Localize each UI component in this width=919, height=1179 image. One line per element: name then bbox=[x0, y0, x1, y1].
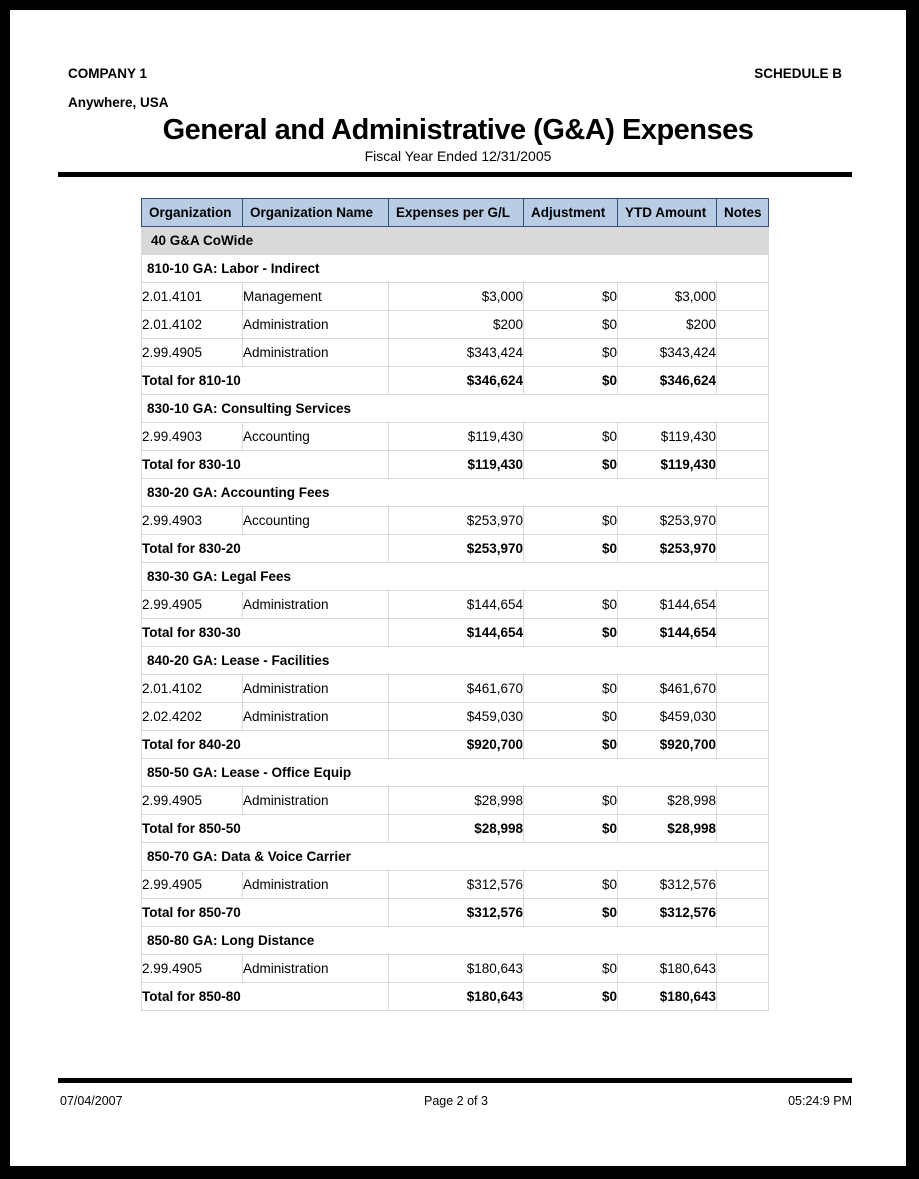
total-row bbox=[142, 451, 769, 479]
org-name-cell: Administration bbox=[243, 311, 389, 339]
org-code-cell: 2.99.4903 bbox=[142, 423, 243, 451]
total-adjustment-cell: $0 bbox=[524, 367, 618, 395]
total-label-cell: Total for 810-10 bbox=[142, 367, 389, 395]
expenses-table-header bbox=[142, 199, 769, 227]
notes-cell bbox=[717, 731, 769, 759]
total-expenses-cell: $144,654 bbox=[389, 619, 524, 647]
expense-row bbox=[142, 507, 769, 535]
total-adjustment-cell: $0 bbox=[524, 983, 618, 1011]
total-row bbox=[142, 983, 769, 1011]
total-label-cell: Total for 850-50 bbox=[142, 815, 389, 843]
total-label-cell: Total for 830-30 bbox=[142, 619, 389, 647]
notes-cell bbox=[717, 815, 769, 843]
total-row bbox=[142, 899, 769, 927]
total-expenses-cell: $253,970 bbox=[389, 535, 524, 563]
notes-cell bbox=[717, 423, 769, 451]
total-expenses-cell: $119,430 bbox=[389, 451, 524, 479]
expense-row bbox=[142, 311, 769, 339]
expense-row bbox=[142, 787, 769, 815]
notes-cell bbox=[717, 955, 769, 983]
ytd-cell: $28,998 bbox=[618, 787, 717, 815]
total-adjustment-cell: $0 bbox=[524, 619, 618, 647]
total-label-cell: Total for 840-20 bbox=[142, 731, 389, 759]
section-header-row bbox=[142, 843, 769, 871]
ytd-cell: $343,424 bbox=[618, 339, 717, 367]
total-adjustment-cell: $0 bbox=[524, 899, 618, 927]
section-heading: 850-70 GA: Data & Voice Carrier bbox=[142, 843, 769, 871]
org-code-cell: 2.01.4102 bbox=[142, 311, 243, 339]
org-code-cell: 2.99.4905 bbox=[142, 339, 243, 367]
org-code-cell: 2.99.4905 bbox=[142, 955, 243, 983]
expenses-cell: $180,643 bbox=[389, 955, 524, 983]
org-code-cell: 2.99.4905 bbox=[142, 871, 243, 899]
total-expenses-cell: $346,624 bbox=[389, 367, 524, 395]
total-adjustment-cell: $0 bbox=[524, 731, 618, 759]
expenses-cell: $253,970 bbox=[389, 507, 524, 535]
notes-cell bbox=[717, 871, 769, 899]
total-ytd-cell: $312,576 bbox=[618, 899, 717, 927]
section-heading: 830-30 GA: Legal Fees bbox=[142, 563, 769, 591]
total-row bbox=[142, 815, 769, 843]
total-adjustment-cell: $0 bbox=[524, 535, 618, 563]
total-expenses-cell: $312,576 bbox=[389, 899, 524, 927]
org-group-label: 40 G&A CoWide bbox=[142, 227, 769, 255]
expenses-cell: $461,670 bbox=[389, 675, 524, 703]
notes-cell bbox=[717, 787, 769, 815]
notes-cell bbox=[717, 591, 769, 619]
total-row bbox=[142, 619, 769, 647]
total-ytd-cell: $180,643 bbox=[618, 983, 717, 1011]
report-title: General and Administrative (G&A) Expenses bbox=[162, 114, 754, 146]
adjustment-cell: $0 bbox=[524, 787, 618, 815]
total-ytd-cell: $28,998 bbox=[618, 815, 717, 843]
org-name-cell: Administration bbox=[243, 591, 389, 619]
footer-rule bbox=[58, 1078, 852, 1083]
adjustment-cell: $0 bbox=[524, 339, 618, 367]
adjustment-cell: $0 bbox=[524, 507, 618, 535]
header-rule bbox=[58, 172, 852, 177]
expenses-cell: $343,424 bbox=[389, 339, 524, 367]
notes-cell bbox=[717, 675, 769, 703]
ytd-cell: $459,030 bbox=[618, 703, 717, 731]
expense-row bbox=[142, 871, 769, 899]
expense-row bbox=[142, 283, 769, 311]
column-header-row bbox=[142, 199, 769, 227]
notes-cell bbox=[717, 507, 769, 535]
total-label-cell: Total for 830-10 bbox=[142, 451, 389, 479]
org-code-cell: 2.01.4102 bbox=[142, 675, 243, 703]
ytd-cell: $3,000 bbox=[618, 283, 717, 311]
expense-row bbox=[142, 591, 769, 619]
column-header-expenses-per-g-l: Expenses per G/L bbox=[389, 199, 524, 227]
ytd-cell: $119,430 bbox=[618, 423, 717, 451]
adjustment-cell: $0 bbox=[524, 591, 618, 619]
section-header-row bbox=[142, 563, 769, 591]
section-heading: 840-20 GA: Lease - Facilities bbox=[142, 647, 769, 675]
org-name-cell: Administration bbox=[243, 339, 389, 367]
adjustment-cell: $0 bbox=[524, 283, 618, 311]
org-code-cell: 2.99.4903 bbox=[142, 507, 243, 535]
expense-row bbox=[142, 423, 769, 451]
org-name-cell: Administration bbox=[243, 675, 389, 703]
total-expenses-cell: $180,643 bbox=[389, 983, 524, 1011]
org-code-cell: 2.99.4905 bbox=[142, 591, 243, 619]
section-heading: 830-10 GA: Consulting Services bbox=[142, 395, 769, 423]
section-header-row bbox=[142, 479, 769, 507]
org-name-cell: Accounting bbox=[243, 423, 389, 451]
notes-cell bbox=[717, 899, 769, 927]
org-name-cell: Administration bbox=[243, 871, 389, 899]
adjustment-cell: $0 bbox=[524, 955, 618, 983]
org-code-cell: 2.01.4101 bbox=[142, 283, 243, 311]
expenses-cell: $28,998 bbox=[389, 787, 524, 815]
column-header-adjustment: Adjustment bbox=[524, 199, 618, 227]
page-footer bbox=[60, 1094, 852, 1108]
expenses-cell: $3,000 bbox=[389, 283, 524, 311]
adjustment-cell: $0 bbox=[524, 703, 618, 731]
expenses-cell: $459,030 bbox=[389, 703, 524, 731]
org-name-cell: Accounting bbox=[243, 507, 389, 535]
expense-row bbox=[142, 703, 769, 731]
expenses-table bbox=[141, 198, 769, 1011]
notes-cell bbox=[717, 535, 769, 563]
section-header-row bbox=[142, 759, 769, 787]
notes-cell bbox=[717, 283, 769, 311]
report-subtitle: Fiscal Year Ended 12/31/2005 bbox=[364, 148, 552, 164]
schedule-label: SCHEDULE B bbox=[754, 66, 842, 81]
total-row bbox=[142, 731, 769, 759]
company-name: COMPANY 1 bbox=[68, 66, 148, 81]
notes-cell bbox=[717, 703, 769, 731]
org-code-cell: 2.99.4905 bbox=[142, 787, 243, 815]
total-ytd-cell: $119,430 bbox=[618, 451, 717, 479]
total-ytd-cell: $346,624 bbox=[618, 367, 717, 395]
expense-row bbox=[142, 675, 769, 703]
notes-cell bbox=[717, 311, 769, 339]
ytd-cell: $461,670 bbox=[618, 675, 717, 703]
org-code-cell: 2.02.4202 bbox=[142, 703, 243, 731]
ytd-cell: $200 bbox=[618, 311, 717, 339]
ytd-cell: $180,643 bbox=[618, 955, 717, 983]
notes-cell bbox=[717, 339, 769, 367]
total-ytd-cell: $144,654 bbox=[618, 619, 717, 647]
total-adjustment-cell: $0 bbox=[524, 815, 618, 843]
adjustment-cell: $0 bbox=[524, 311, 618, 339]
adjustment-cell: $0 bbox=[524, 871, 618, 899]
column-header-organization-name: Organization Name bbox=[243, 199, 389, 227]
expenses-cell: $200 bbox=[389, 311, 524, 339]
company-location: Anywhere, USA bbox=[68, 95, 169, 110]
footer-time: 05:24:9 PM bbox=[788, 1094, 852, 1108]
report-page bbox=[10, 10, 906, 1166]
column-header-notes: Notes bbox=[717, 199, 769, 227]
total-expenses-cell: $28,998 bbox=[389, 815, 524, 843]
total-expenses-cell: $920,700 bbox=[389, 731, 524, 759]
total-label-cell: Total for 830-20 bbox=[142, 535, 389, 563]
section-header-row bbox=[142, 395, 769, 423]
expense-row bbox=[142, 955, 769, 983]
total-ytd-cell: $920,700 bbox=[618, 731, 717, 759]
section-heading: 850-50 GA: Lease - Office Equip bbox=[142, 759, 769, 787]
total-ytd-cell: $253,970 bbox=[618, 535, 717, 563]
section-heading: 830-20 GA: Accounting Fees bbox=[142, 479, 769, 507]
adjustment-cell: $0 bbox=[524, 675, 618, 703]
org-name-cell: Administration bbox=[243, 787, 389, 815]
expenses-table-body bbox=[142, 227, 769, 1011]
total-label-cell: Total for 850-70 bbox=[142, 899, 389, 927]
expense-row bbox=[142, 339, 769, 367]
ytd-cell: $253,970 bbox=[618, 507, 717, 535]
expenses-cell: $119,430 bbox=[389, 423, 524, 451]
section-header-row bbox=[142, 927, 769, 955]
letterhead bbox=[68, 66, 842, 81]
ytd-cell: $312,576 bbox=[618, 871, 717, 899]
footer-date: 07/04/2007 bbox=[60, 1094, 123, 1108]
section-heading: 850-80 GA: Long Distance bbox=[142, 927, 769, 955]
notes-cell bbox=[717, 367, 769, 395]
notes-cell bbox=[717, 619, 769, 647]
adjustment-cell: $0 bbox=[524, 423, 618, 451]
column-header-organization: Organization bbox=[142, 199, 243, 227]
total-label-cell: Total for 850-80 bbox=[142, 983, 389, 1011]
org-name-cell: Administration bbox=[243, 955, 389, 983]
section-header-row bbox=[142, 255, 769, 283]
org-name-cell: Administration bbox=[243, 703, 389, 731]
total-row bbox=[142, 367, 769, 395]
expenses-cell: $144,654 bbox=[389, 591, 524, 619]
org-name-cell: Management bbox=[243, 283, 389, 311]
column-header-ytd-amount: YTD Amount bbox=[618, 199, 717, 227]
footer-page-number: Page 2 of 3 bbox=[424, 1094, 488, 1108]
total-adjustment-cell: $0 bbox=[524, 451, 618, 479]
expenses-cell: $312,576 bbox=[389, 871, 524, 899]
section-heading: 810-10 GA: Labor - Indirect bbox=[142, 255, 769, 283]
notes-cell bbox=[717, 983, 769, 1011]
section-header-row bbox=[142, 647, 769, 675]
ytd-cell: $144,654 bbox=[618, 591, 717, 619]
notes-cell bbox=[717, 451, 769, 479]
total-row bbox=[142, 535, 769, 563]
org-group-row bbox=[142, 227, 769, 255]
